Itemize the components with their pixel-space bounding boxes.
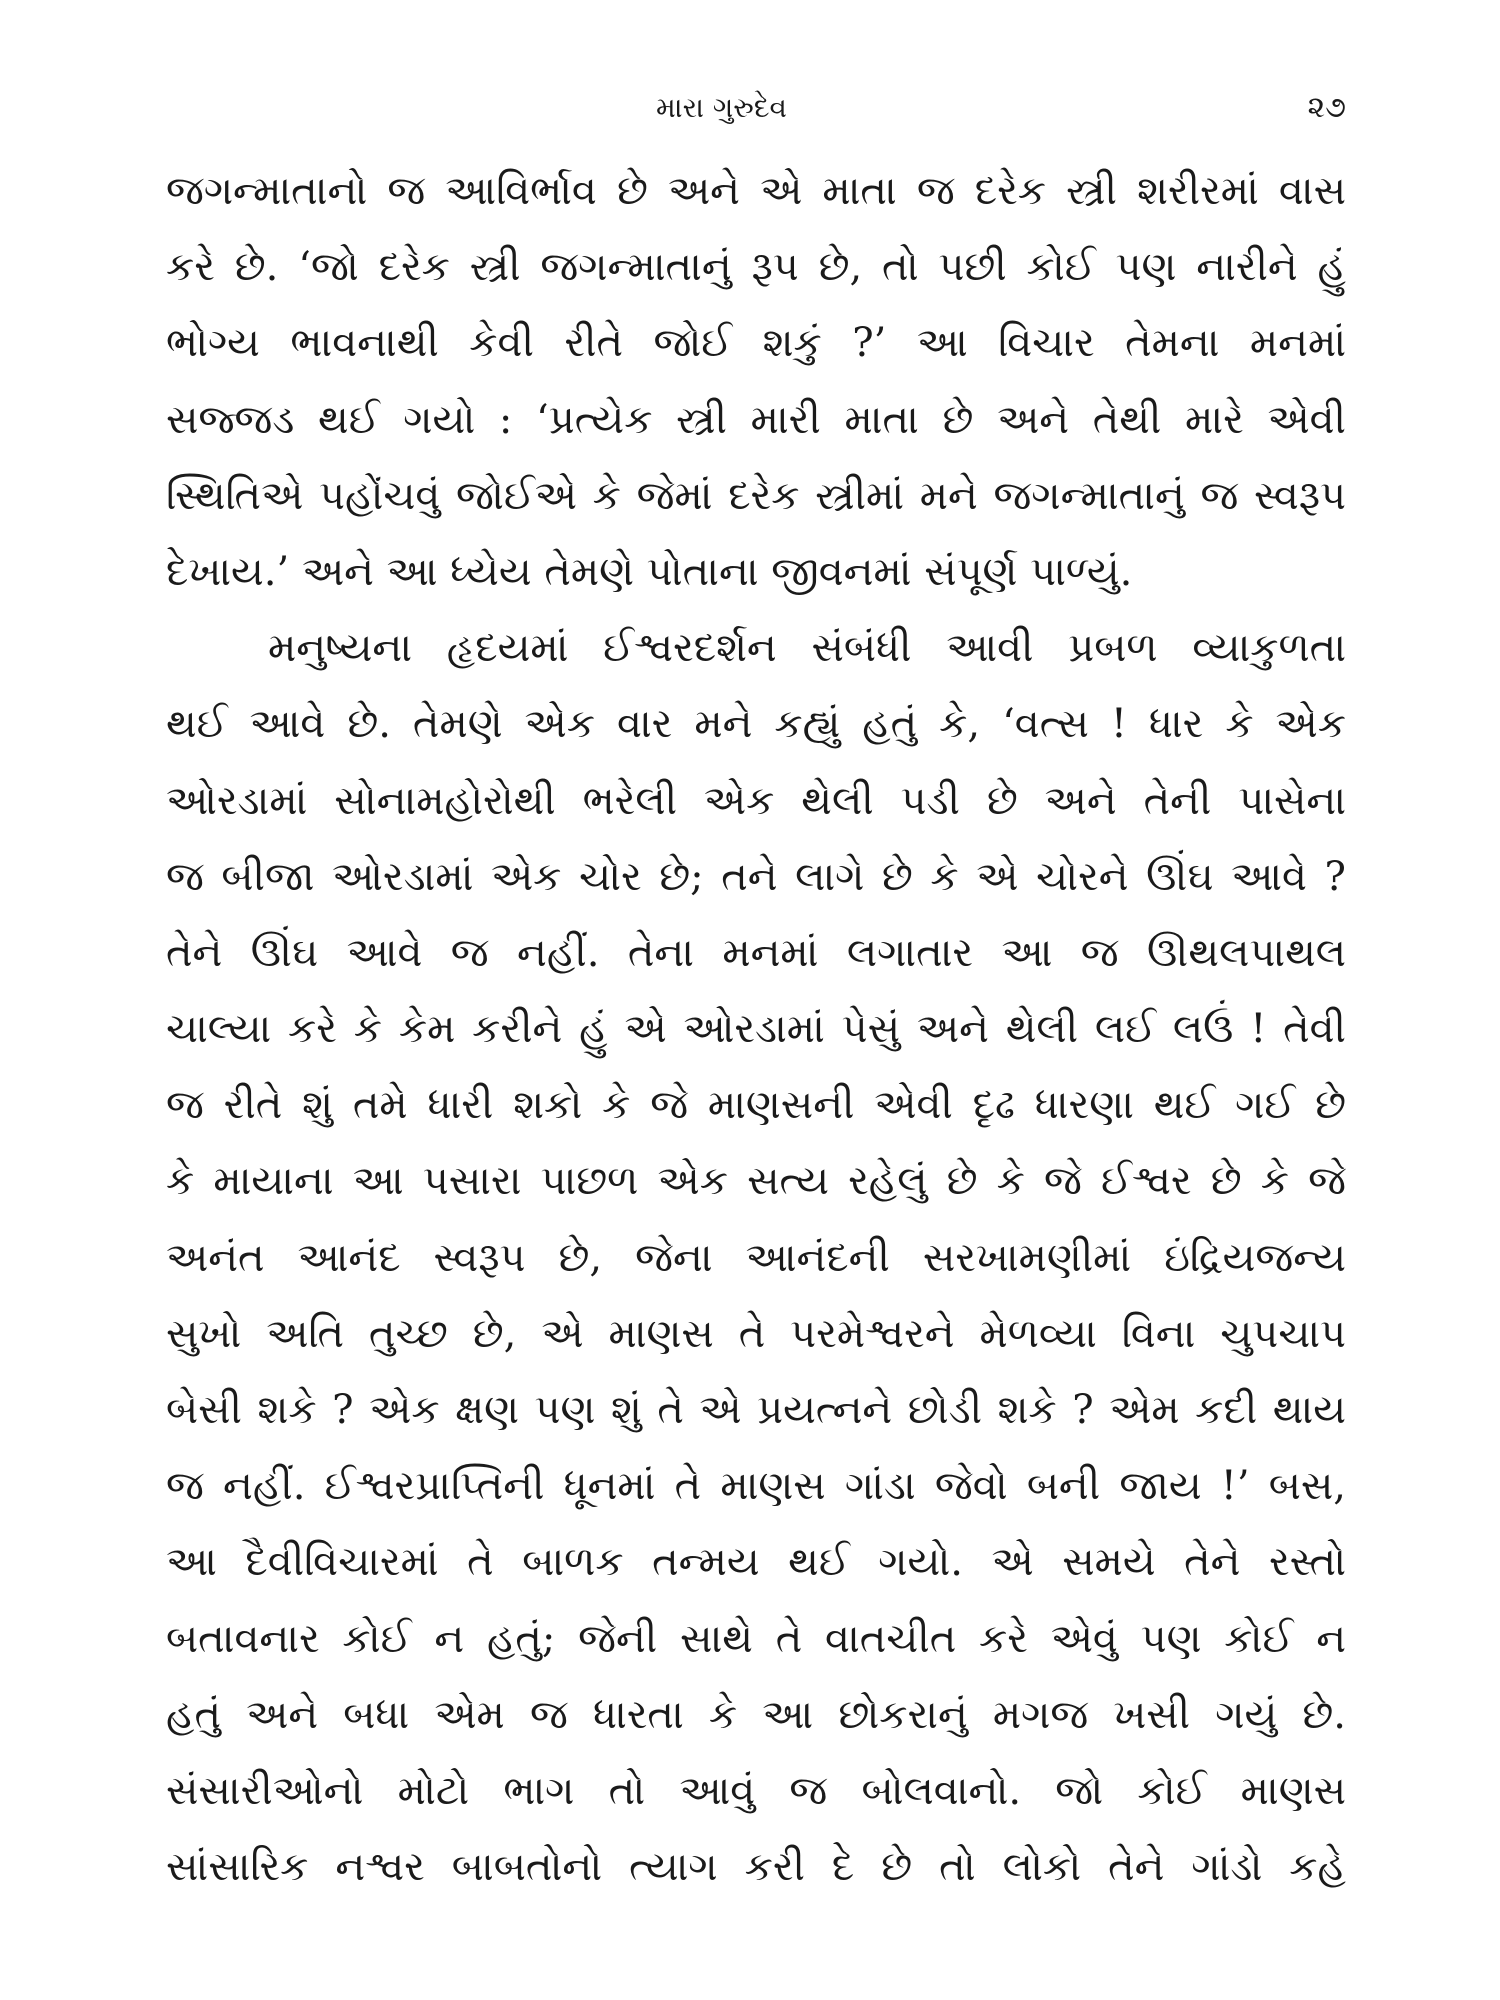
running-header	[166, 88, 1346, 128]
text-line: ઓરડામાં સોનામહોરોથી ભરેલી એક થેલી પડી છે અને તેની પાસેના	[166, 777, 1346, 824]
text-line: હતું અને બધા એમ જ ધારતા કે આ છોકરાનું મગજ ખસી ગયું છે.	[166, 1691, 1346, 1738]
text-line: જગન્માતાનો જ આવિર્ભાવ છે અને એ માતા જ દરેક સ્ત્રી શરીરમાં વાસ	[166, 168, 1346, 214]
running-title: મારા ગુરુદેવ	[656, 91, 787, 124]
text-line: કરે છે. ‘જો દરેક સ્ત્રી જગન્માતાનું રૂપ છે, તો પછી કોઈ પણ નારીને હું	[166, 244, 1346, 291]
page-number: ૨૭	[1307, 90, 1346, 125]
text-line: જ નહીં. ઈશ્વરપ્રાપ્તિની ધૂનમાં તે માણસ ગાંડા જેવો બની જાય !’ બસ,	[166, 1463, 1346, 1510]
paragraph-end-line: દેખાય.’ અને આ ધ્યેય તેમણે પોતાના જીવનમાં સંપૂર્ણ પાળ્યું.	[166, 548, 1133, 595]
text-line: તેને ઊંઘ આવે જ નહીં. તેના મનમાં લગાતાર આ જ ઊથલપાથલ	[166, 929, 1346, 976]
body-text	[166, 153, 1346, 1905]
text-line: આ દૈવીવિચારમાં તે બાળક તન્મય થઈ ગયો. એ સમયે તેને રસ્તો	[166, 1539, 1346, 1586]
paragraph-start-line: મનુષ્યના હૃદયમાં ઈશ્વરદર્શન સંબંધી આવી પ્રબળ વ્યાકુળતા	[268, 625, 1346, 672]
text-line: કે માયાના આ પસારા પાછળ એક સત્ય રહેલું છે કે જે ઈશ્વર છે કે જે	[166, 1158, 1346, 1205]
text-line: સ્થિતિએ પહોંચવું જોઈએ કે જેમાં દરેક સ્ત્રીમાં મને જગન્માતાનું જ સ્વરૂપ	[166, 472, 1346, 519]
text-line: સજ્જડ થઈ ગયો : ‘પ્રત્યેક સ્ત્રી મારી માતા છે અને તેથી મારે એવી	[166, 396, 1346, 443]
text-line: ચાલ્યા કરે કે કેમ કરીને હું એ ઓરડામાં પેસું અને થેલી લઈ લઉં ! તેવી	[166, 1006, 1346, 1053]
text-line: અનંત આનંદ સ્વરૂપ છે, જેના આનંદની સરખામણીમાં ઇંદ્રિયજન્ય	[166, 1234, 1346, 1281]
text-line: બેસી શકે ? એક ક્ષણ પણ શું તે એ પ્રયત્નને છોડી શકે ? એમ કદી થાય	[166, 1387, 1346, 1433]
text-line: થઈ આવે છે. તેમણે એક વાર મને કહ્યું હતું કે, ‘વત્સ ! ધાર કે એક	[166, 701, 1346, 748]
text-line: જ રીતે શું તમે ધારી શકો કે જે માણસની એવી દૃઢ ધારણા થઈ ગઈ છે	[166, 1082, 1346, 1129]
text-line: ભોગ્ય ભાવનાથી કેવી રીતે જોઈ શકું ?’ આ વિચાર તેમના મનમાં	[166, 320, 1346, 367]
text-line: બતાવનાર કોઈ ન હતું; જેની સાથે તે વાતચીત કરે એવું પણ કોઈ ન	[166, 1615, 1346, 1662]
text-line: જ બીજા ઓરડામાં એક ચોર છે; તને લાગે છે કે એ ચોરને ઊંઘ આવે ?	[166, 853, 1346, 900]
text-line: સંસારીઓનો મોટો ભાગ તો આવું જ બોલવાનો. જો કોઈ માણસ	[166, 1767, 1346, 1814]
text-line: સાંસારિક નશ્વર બાબતોનો ત્યાગ કરી દે છે તો લોકો તેને ગાંડો કહે	[166, 1844, 1346, 1891]
text-line: સુખો અતિ તુચ્છ છે, એ માણસ તે પરમેશ્વરને મેળવ્યા વિના ચુપચાપ	[166, 1310, 1346, 1357]
